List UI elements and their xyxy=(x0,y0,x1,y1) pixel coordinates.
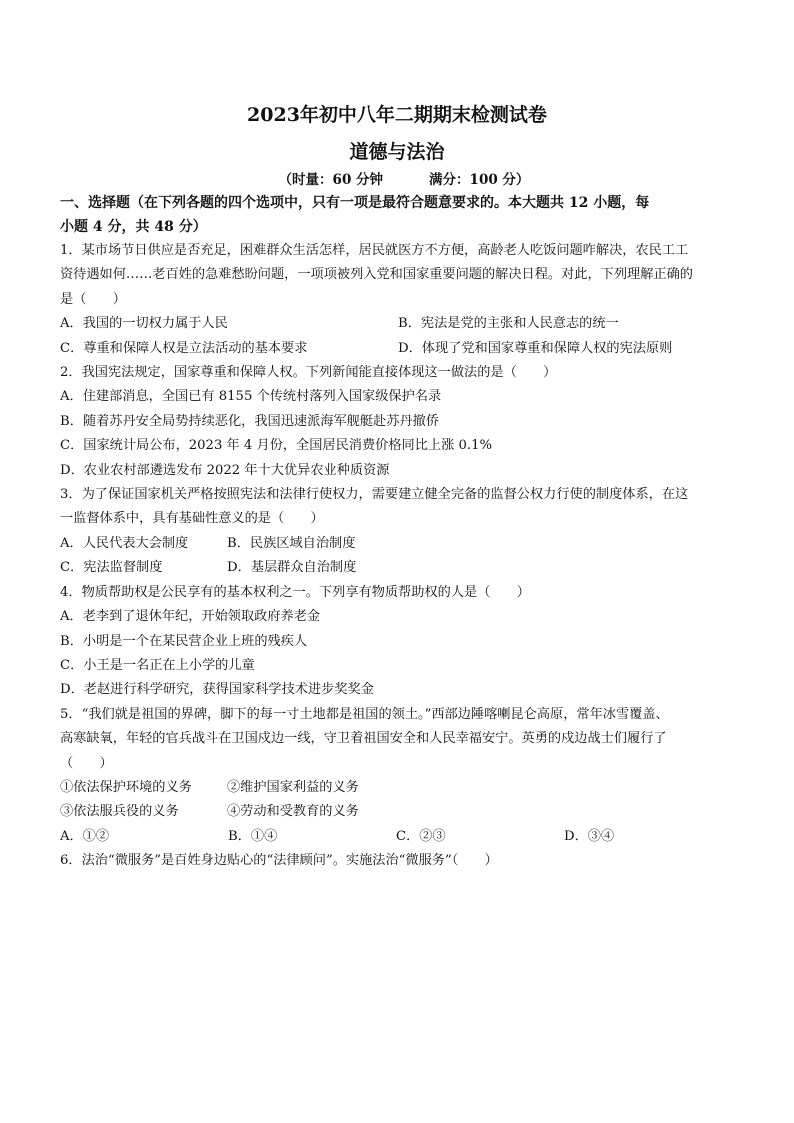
statement-3: ③依法服兵役的义务 xyxy=(60,804,179,820)
question-6 xyxy=(60,849,734,873)
question-stem: 是（ ） xyxy=(60,291,126,307)
exam-page xyxy=(60,95,734,874)
exam-time: （时量：60 分钟 xyxy=(278,172,384,188)
option-a: A．人民代表大会制度 xyxy=(60,535,189,551)
question-stem: （ ） xyxy=(60,755,113,771)
option-b: B．①④ xyxy=(228,828,278,844)
question-4 xyxy=(60,581,734,703)
question-stem: 一监督体系中，具有基础性意义的是（ ） xyxy=(60,511,324,527)
option-c: C．国家统计局公布，2023 年 4 月份，全国居民消费价格同比上涨 0.1% xyxy=(60,438,492,454)
option-b: B．民族区域自治制度 xyxy=(227,535,356,551)
option-a: A．老李到了退休年纪，开始领取政府养老金 xyxy=(60,609,321,625)
question-stem: 5．“我们就是祖国的界碑，脚下的每一寸土地都是祖国的领土。”西部边陲喀喇昆仑高原，常年冰雪覆盖、 xyxy=(60,706,669,722)
option-d: D．农业农村部遴选发布 2022 年十大优异农业种质资源 xyxy=(60,462,390,478)
question-stem: 1．某市场节日供应是否充足，困难群众生活怎样，居民就医方不方便，高龄老人吃饭问题咋解决，农民工工 xyxy=(60,243,689,258)
question-1 xyxy=(60,239,734,361)
exam-meta xyxy=(60,169,734,191)
question-stem: 2．我国宪法规定，国家尊重和保障人权。下列新闻能直接体现这一做法的是（ ） xyxy=(60,365,557,381)
section-heading: 一、选择题（在下列各题的四个选项中，只有一项是最符合题意要求的。本大题共 12 小题，每 小题 4 分，共 48 分） xyxy=(60,195,650,235)
option-c: C．小王是一名正在上小学的儿童 xyxy=(60,657,255,673)
exam-subject: 道德与法治 xyxy=(349,141,445,163)
option-d: D．体现了党和国家尊重和保障人权的宪法原则 xyxy=(398,340,673,356)
option-c: C．②③ xyxy=(396,828,446,844)
statement-4: ④劳动和受教育的义务 xyxy=(227,804,359,820)
option-d: D．老赵进行科学研究，获得国家科学技术进步奖奖金 xyxy=(60,682,374,698)
question-5 xyxy=(60,703,734,849)
statement-2: ②维护国家利益的义务 xyxy=(227,779,359,795)
question-2 xyxy=(60,361,734,483)
option-d: D．③④ xyxy=(564,828,615,844)
question-stem: 6．法治“微服务”是百姓身边贴心的“法律顾问”。实施法治“微服务”（ ） xyxy=(60,853,498,869)
option-c: C．宪法监督制度 xyxy=(60,560,163,576)
exam-score: 满分：100 分） xyxy=(429,172,530,188)
option-d: D．基层群众自治制度 xyxy=(227,560,357,576)
question-stem: 高寒缺氧，年轻的官兵战斗在卫国戍边一线，守卫着祖国安全和人民幸福安宁。英勇的戍边战士们履行了 xyxy=(60,731,667,747)
option-a: A．①② xyxy=(60,828,110,844)
option-a: A．我国的一切权力属于人民 xyxy=(60,316,228,332)
option-b: B．宪法是党的主张和人民意志的统一 xyxy=(398,316,619,332)
option-b: B．小明是一个在某民营企业上班的残疾人 xyxy=(60,633,308,649)
option-c: C．尊重和保障人权是立法活动的基本要求 xyxy=(60,340,308,356)
question-stem: 3．为了保证国家机关严格按照宪法和法律行使权力，需要建立健全完备的监督公权力行使的制度体系，在这 xyxy=(60,487,689,503)
option-b: B．随着苏丹安全局势持续恶化，我国迅速派海军舰艇赴苏丹撤侨 xyxy=(60,413,439,429)
question-stem: 资待遇如何……老百姓的急难愁盼问题，一项项被列入党和国家重要问题的解决日程。对此，下列理解正确的 xyxy=(60,267,693,283)
question-stem: 4．物质帮助权是公民享有的基本权利之一。下列享有物质帮助权的人是（ ） xyxy=(60,584,530,600)
question-3 xyxy=(60,483,734,581)
option-a: A．住建部消息，全国已有 8155 个传统村落列入国家级保护名录 xyxy=(60,389,442,405)
statement-1: ①依法保护环境的义务 xyxy=(60,779,192,795)
exam-title: 2023年初中八年二期期末检测试卷 xyxy=(247,104,547,126)
